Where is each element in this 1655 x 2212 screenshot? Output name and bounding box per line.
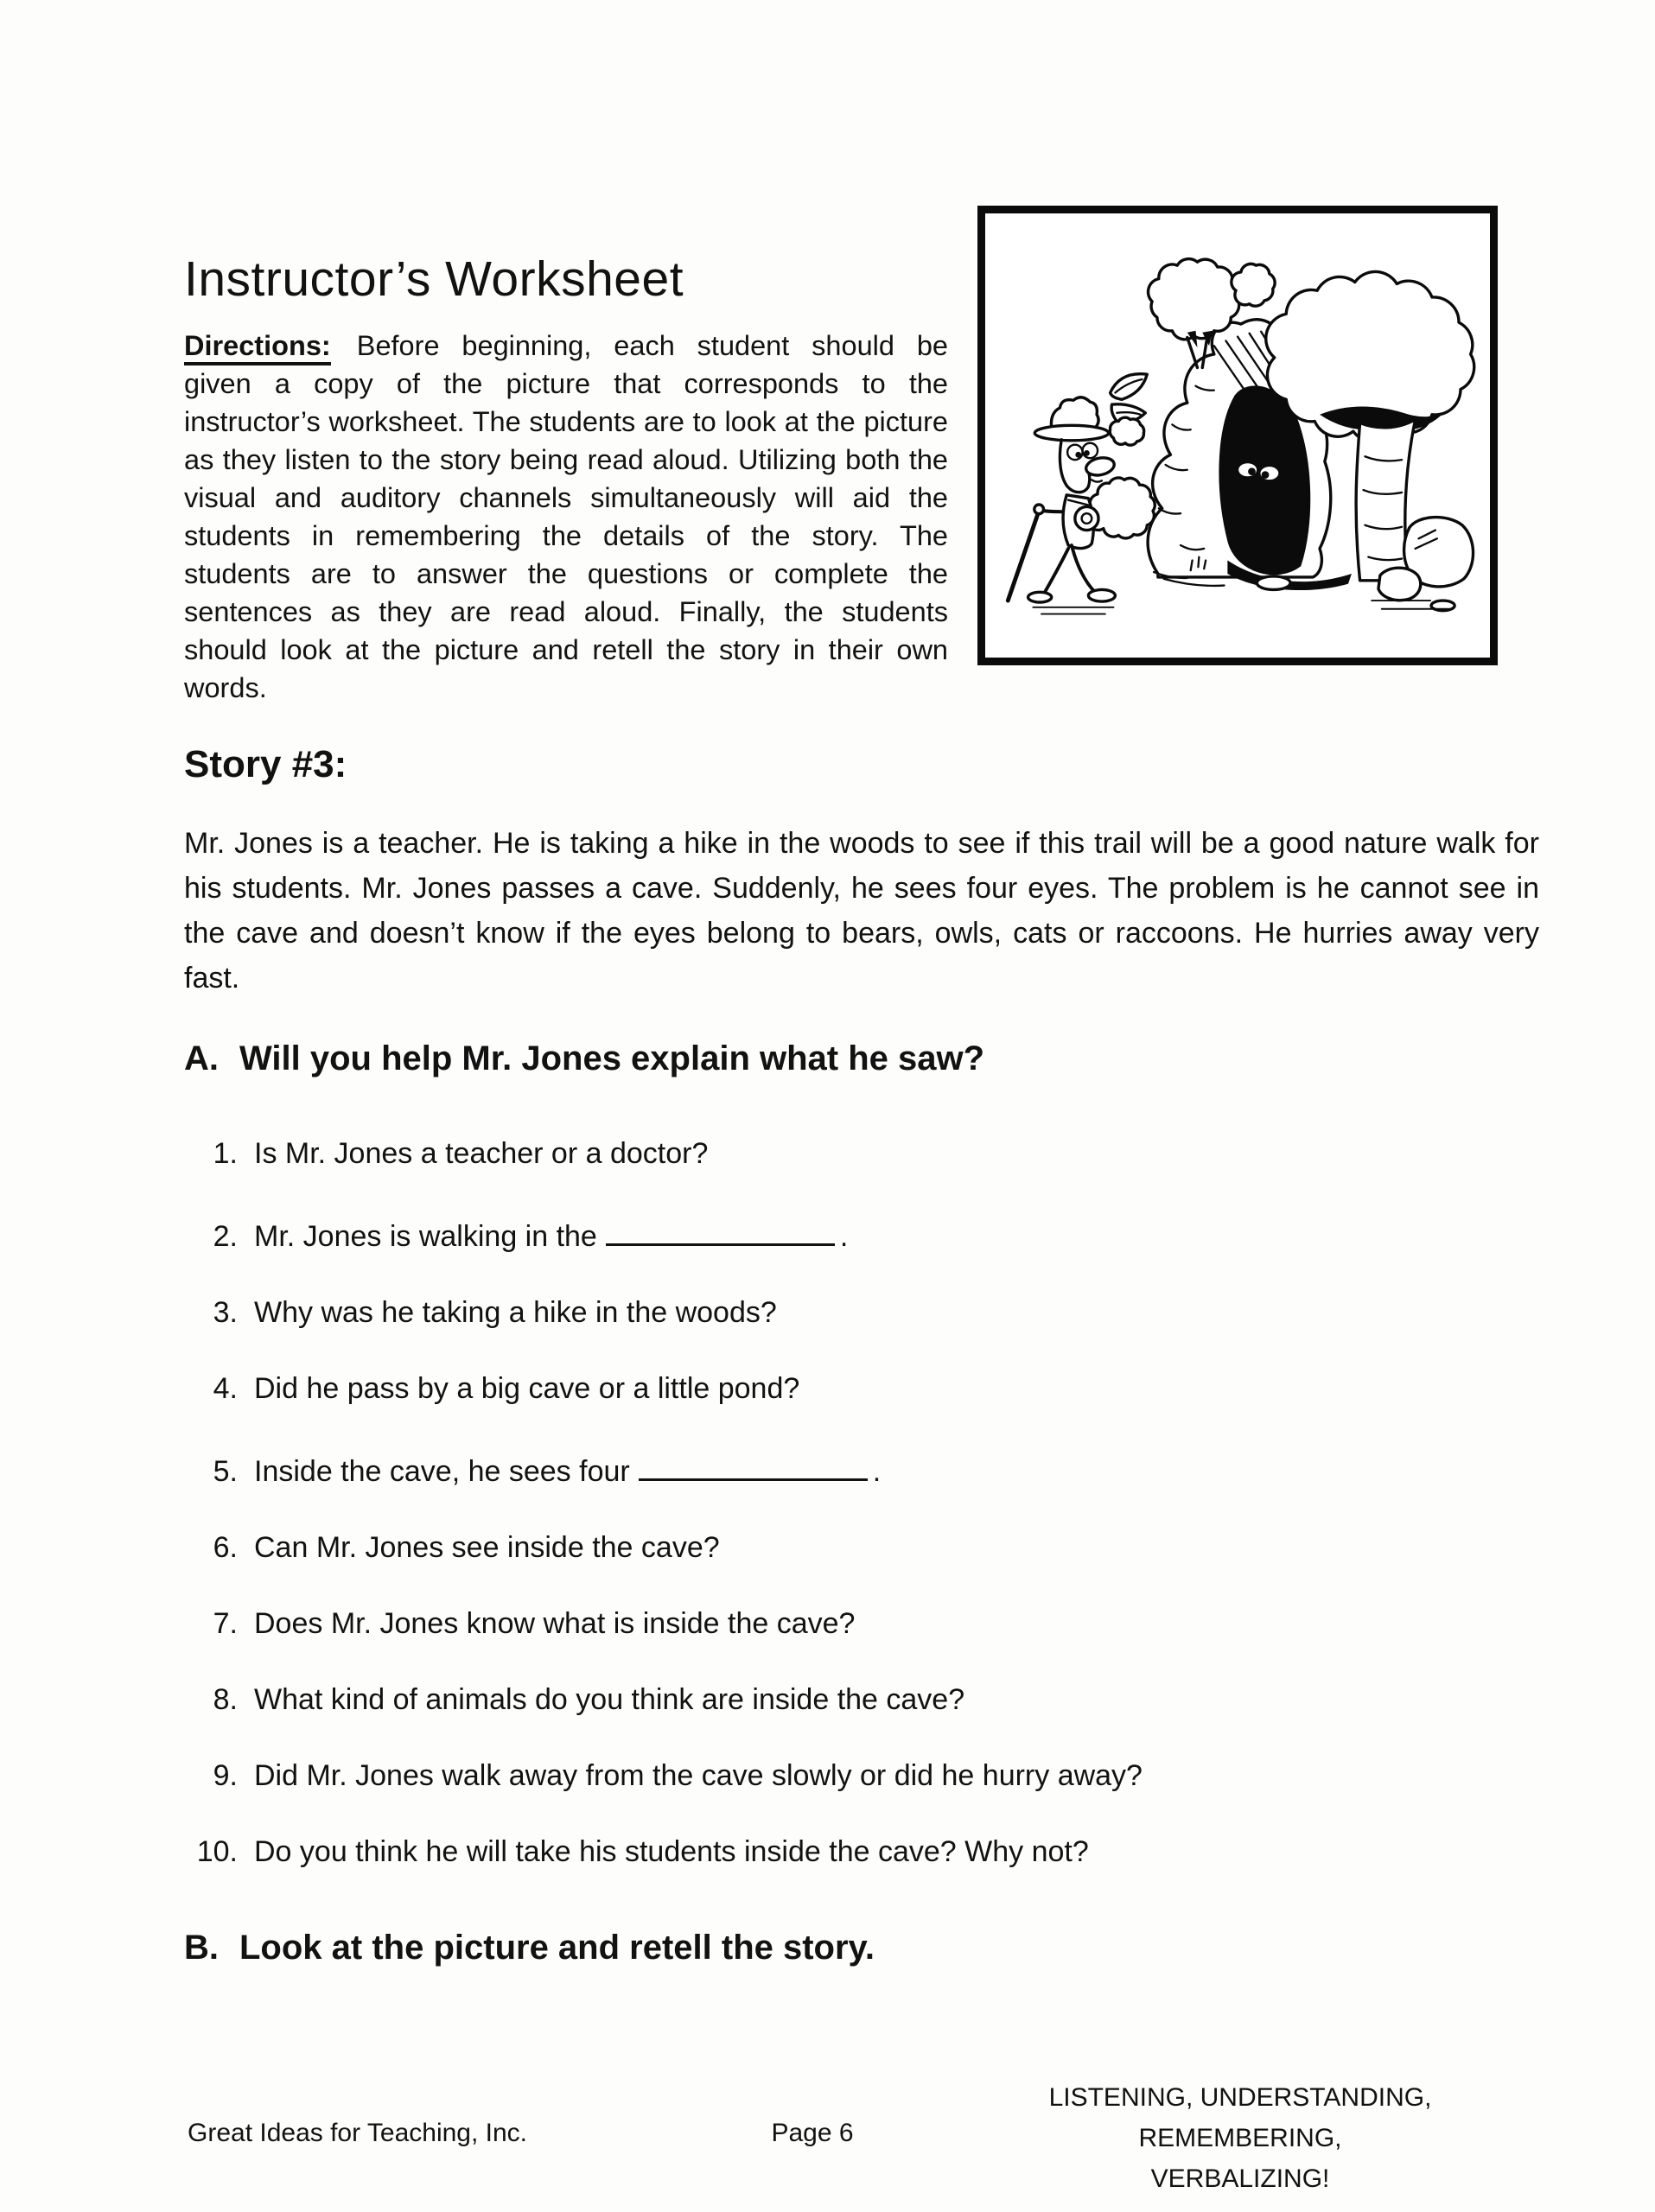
question-number: 10. — [196, 1835, 238, 1868]
question-body — [254, 1297, 777, 1328]
question-row — [184, 1684, 1532, 1715]
question-row — [184, 1532, 1532, 1563]
question-row — [184, 1760, 1532, 1791]
question-after-blank: . — [872, 1455, 882, 1488]
question-blank-line — [606, 1214, 835, 1246]
section-a-title: Will you help Mr. Jones explain what he saw? — [239, 1039, 985, 1077]
question-text: Mr. Jones is walking in the — [254, 1220, 597, 1253]
question-text: What kind of animals do you think are inside the cave? — [254, 1683, 965, 1716]
question-number: 9. — [213, 1759, 238, 1792]
directions-paragraph — [184, 327, 948, 707]
cave-scene-illustration — [985, 213, 1490, 658]
questions-list — [184, 1138, 1532, 1912]
section-a-heading — [184, 1039, 984, 1078]
directions-text: Before beginning, each student should be given a copy of the picture that corresponds to the instructor’s worksheet. The students are to look at the picture as they listen to the story being read aloud. Utilizing both the visual and auditory channels simultaneously will aid the students in remembering the details of the story. The students are to answer the questions or complete the sentences as they are read aloud. Finally, the students should look at the picture and retell the story in their own words. — [184, 329, 948, 703]
question-text: Do you think he will take his students inside the cave? Why not? — [254, 1835, 1089, 1868]
question-number: 4. — [213, 1372, 238, 1405]
question-body — [254, 1138, 708, 1169]
question-row — [184, 1138, 1532, 1169]
question-body — [254, 1214, 848, 1252]
question-body — [254, 1760, 1143, 1791]
question-row — [184, 1297, 1532, 1328]
story-heading: Story #3: — [184, 742, 347, 785]
question-body — [254, 1608, 855, 1639]
page-title: Instructor’s Worksheet — [184, 251, 684, 308]
footer-skills-line1: LISTENING, UNDERSTANDING, REMEMBERING, — [1048, 2083, 1432, 2152]
footer-page-number: Page 6 — [771, 2119, 854, 2147]
question-number: 1. — [213, 1137, 238, 1170]
question-body — [254, 1684, 964, 1715]
directions-label: Directions: — [184, 330, 331, 365]
section-b-label: B. — [184, 1929, 219, 1967]
section-b-heading — [184, 1929, 875, 1967]
question-body — [254, 1836, 1089, 1867]
question-text: Did he pass by a big cave or a little pond? — [254, 1372, 800, 1405]
story-paragraph: Mr. Jones is a teacher. He is taking a hike in the woods to see if this trail will be a good nature walk for his students. Mr. Jones passes a cave. Suddenly, he sees four eyes. The problem is he cannot see in the cave and doesn’t know if the eyes belong to bears, owls, cats or raccoons. He hurries away very fast. — [184, 827, 1539, 995]
question-blank-line — [639, 1449, 868, 1481]
section-b-title: Look at the picture and retell the story. — [239, 1929, 875, 1967]
question-body — [254, 1373, 799, 1404]
bush — [1088, 478, 1155, 538]
question-number: 2. — [213, 1220, 238, 1253]
question-text: Why was he taking a hike in the woods? — [254, 1296, 777, 1329]
question-row — [184, 1373, 1532, 1404]
question-number: 8. — [213, 1683, 238, 1716]
question-number: 5. — [213, 1455, 238, 1488]
question-text: Does Mr. Jones know what is inside the cave? — [254, 1607, 856, 1640]
question-number: 6. — [213, 1531, 238, 1564]
question-row — [184, 1608, 1532, 1639]
question-text: Inside the cave, he sees four — [254, 1455, 630, 1488]
leaf-branch — [1110, 374, 1147, 445]
question-text: Is Mr. Jones a teacher or a doctor? — [254, 1137, 709, 1170]
question-row — [184, 1449, 1532, 1487]
question-body — [254, 1449, 881, 1487]
question-number: 7. — [213, 1607, 238, 1640]
illustration-frame — [977, 206, 1498, 665]
question-text: Did Mr. Jones walk away from the cave slowly or did he hurry away? — [254, 1759, 1143, 1792]
question-row — [184, 1214, 1532, 1252]
question-row — [184, 1836, 1532, 1867]
question-number: 3. — [213, 1296, 238, 1329]
footer-skills-line2: VERBALIZING! — [1150, 2164, 1330, 2193]
question-after-blank: . — [839, 1220, 849, 1253]
question-body — [254, 1532, 720, 1563]
footer-skills-tagline — [946, 2077, 1534, 2199]
question-text: Can Mr. Jones see inside the cave? — [254, 1531, 720, 1564]
footer-publisher: Great Ideas for Teaching, Inc. — [188, 2119, 528, 2147]
section-a-label: A. — [184, 1039, 219, 1077]
